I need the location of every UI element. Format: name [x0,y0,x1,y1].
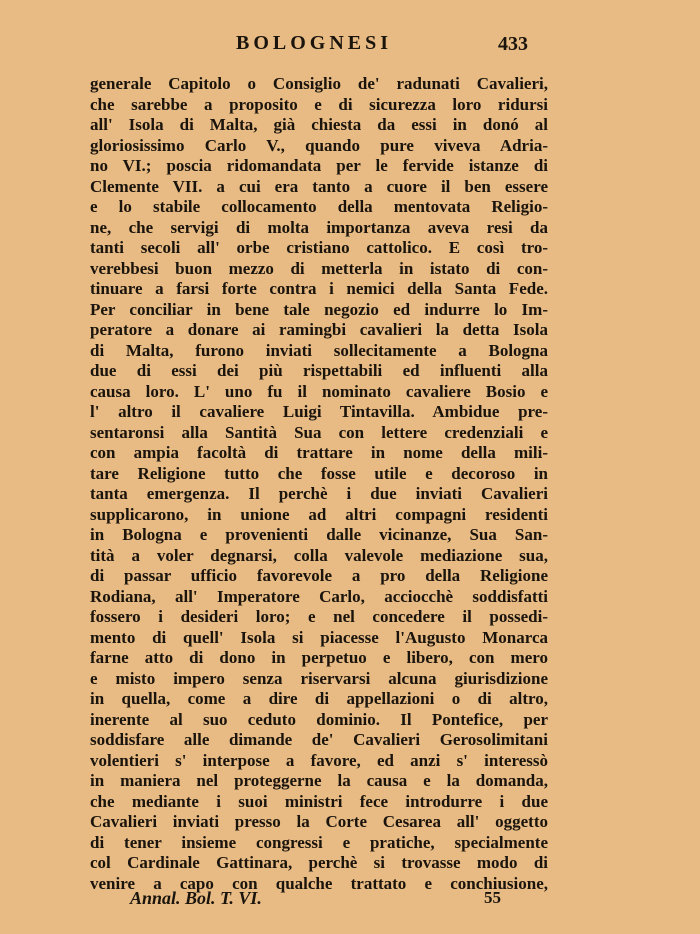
text-line: di passar ufficio favorevole a pro della Religione [90,566,548,585]
text-line: tinuare a farsi forte contra i nemici della Santa Fede. [90,279,548,298]
text-line: Cavalieri inviati presso la Corte Cesarea all' oggetto [90,812,548,831]
signature-number: 55 [484,888,501,907]
text-line: gloriosissimo Carlo V., quando pure viveva Adria- [90,135,548,155]
text-line: tanta emergenza. Il perchè i due inviati Cavalieri [90,484,548,503]
text-line: e lo stabile collocamento della mentovata Religio- [90,197,548,216]
text-line: no VI.; poscia ridomandata per le fervide istanze di [90,156,548,175]
text-line: e misto impero senza riservarsi alcuna giurisdizione [90,668,548,688]
text-line: verebbesi buon mezzo di metterla in istato di con- [90,258,548,278]
text-line: Clemente VII. a cui era tanto a cuore il ben essere [90,176,548,196]
text-line: venire a capo con qualche trattato e conchiusione, [90,873,548,893]
text-line: tità a voler degnarsi, colla valevole mediazione sua, [90,545,548,565]
text-line: volentieri s' interpose a favore, ed anzi s' interessò [90,750,548,770]
text-line: di Malta, furono inviati sollecitamente a Bologna [90,340,548,360]
text-line: sentaronsi alla Santità Sua con lettere credenziali e [90,422,548,442]
text-line: tanti secoli all' orbe cristiano cattolico. E così tro- [90,238,548,257]
text-line: di tener insieme congressi e pratiche, specialmente [90,832,548,852]
text-line: supplicarono, in unione ad altri compagni residenti [90,504,548,524]
text-line: ne, che servigi di molta importanza aveva resi da [90,217,548,237]
text-line: generale Capitolo o Consiglio de' radunati Cavalieri, [90,74,548,93]
text-line: tare Religione tutto che fosse utile e decoroso in [90,463,548,483]
text-line: col Cardinale Gattinara, perchè si trovasse modo di [90,853,548,872]
text-line: mento di quell' Isola si piacesse l'Augusto Monarca [90,627,548,647]
text-line: peratore a donare ai ramingbi cavalieri la detta Isola [90,320,548,339]
text-line: in quella, come a dire di appellazioni o di altro, [90,689,548,708]
text-line: Rodiana, all' Imperatore Carlo, acciocchè soddisfatti [90,586,548,606]
text-line: fossero i desideri loro; e nel concedere il possedi- [90,607,548,626]
text-line: Per conciliar in bene tale negozio ed indurre lo Im- [90,299,548,319]
text-line: causa loro. L' uno fu il nominato cavaliere Bosio e [90,381,548,401]
text-line: all' Isola di Malta, già chiesta da essi in donó al [90,115,548,134]
text-line: che mediante i suoi ministri fece introdurre i due [90,791,548,811]
body-text [90,74,548,894]
text-line: farne atto di dono in perpetuo e libero, con mero [90,648,548,667]
text-line: inerente al suo ceduto dominio. Il Pontefice, per [90,709,548,729]
text-line: soddisfare alle dimande de' Cavalieri Gerosolimitani [90,730,548,749]
footer-signature: Annal. Bol. T. VI. [130,888,262,908]
text-line: in Bologna e provenienti dalle vicinanze, Sua San- [90,525,548,544]
text-line: l' altro il cavaliere Luigi Tintavilla. Ambidue pre- [90,402,548,421]
running-title: BOLOGNESI [236,32,393,54]
text-line: due di essi dei più rispettabili ed influenti alla [90,361,548,380]
text-line: che sarebbe a proposito e di sicurezza loro ridursi [90,94,548,114]
text-line: in maniera nel proteggerne la causa e la domanda, [90,771,548,790]
page-number: 433 [498,33,528,55]
text-line: con ampia facoltà di trattare in nome della mili- [90,443,548,462]
